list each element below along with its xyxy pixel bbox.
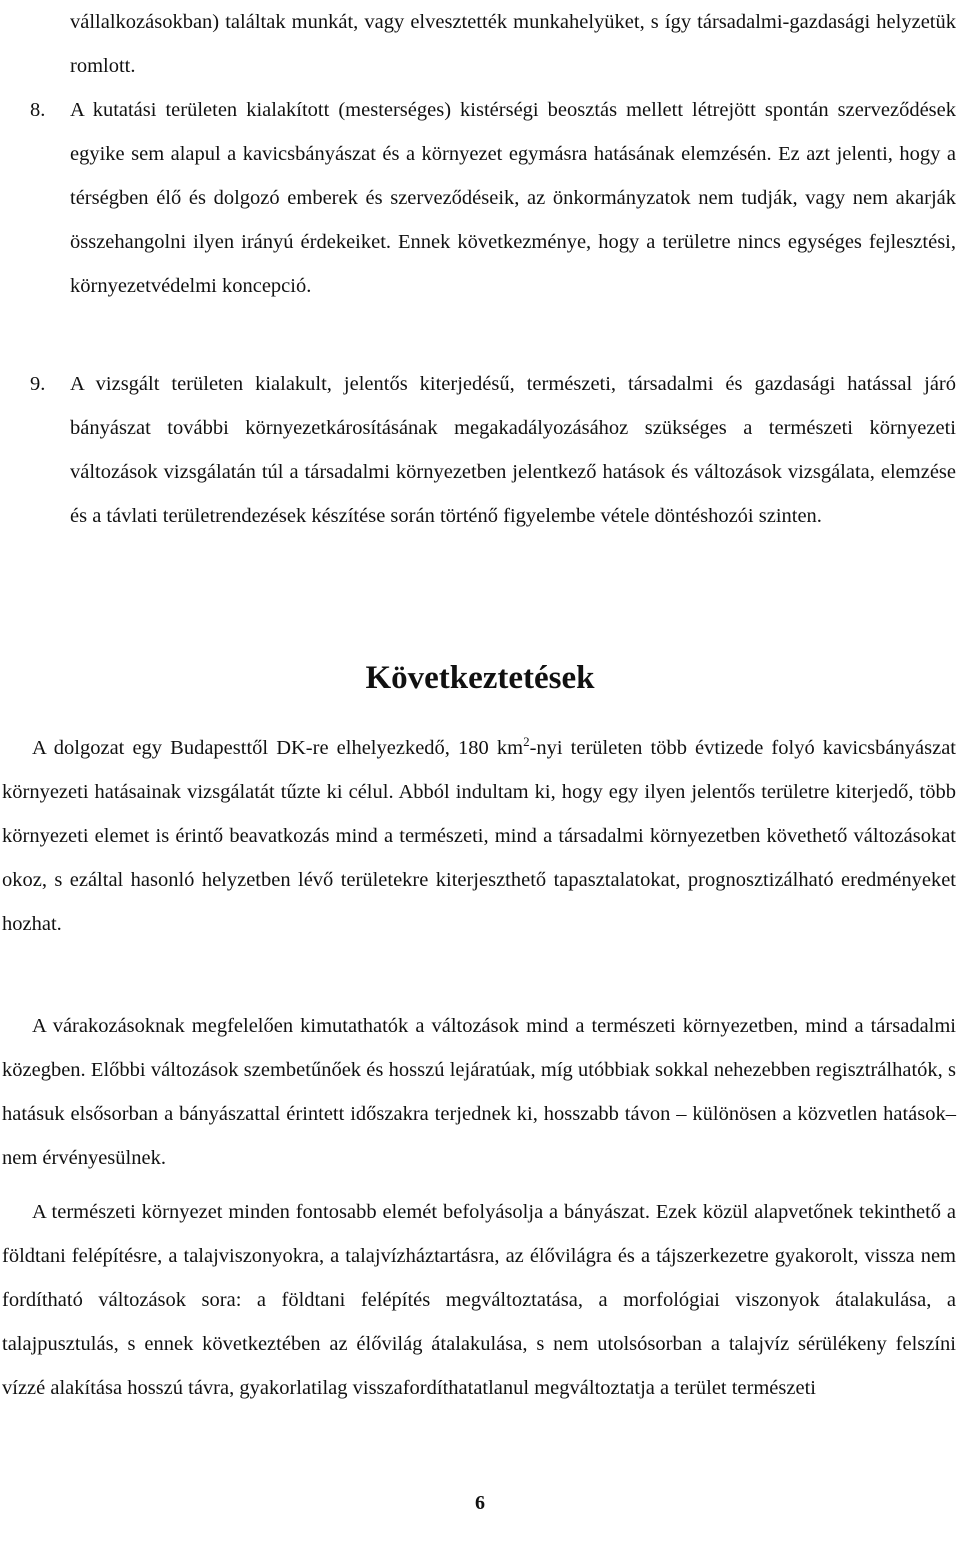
continuation-paragraph: vállalkozásokban) találtak munkát, vagy elvesztették munkahelyüket, s így társadalmi-gazdasági helyzetük romlott.: [70, 11, 956, 77]
section-heading: Következtetések: [365, 660, 595, 696]
list-item-number: 9.: [30, 373, 46, 395]
list-item-9: [30, 362, 956, 538]
list-item-text: A kutatási területen kialakított (mesterséges) kistérségi beosztás mellett létrejött spontán szerveződések egyike sem alapul a kavicsbányászat és a környezet egymásra hatásának elemzésén. Ez azt jelenti, hogy a térségben élő és dolgozó emberek és szerveződéseik, az önkormányzatok nem tudják, vagy nem akarják összehangolni ilyen irányú érdekeiket. Ennek következménye, hogy a területre nincs egységes fejlesztési, környezetvédelmi koncepció.: [70, 99, 956, 297]
body-paragraph-1: [2, 726, 956, 946]
list-item-number: 8.: [30, 99, 46, 121]
superscript: 2: [523, 734, 530, 749]
paragraph-text-part: A dolgozat egy Budapesttől DK-re elhelyezkedő, 180 km: [32, 737, 524, 759]
body-paragraph-3: A természeti környezet minden fontosabb elemét befolyásolja a bányászat. Ezek közül alapvetőnek tekinthető a földtani felépítésre, a talajviszonyokra, a talajvízháztartásra, az élővilágra és a tájszerkezetre gyakorolt, vissza nem fordítható változások sora: a földtani felépítés megváltoztatása, a morfológiai viszonyok átalakulása, a talajpusztulás, s ennek következtében az élővilág átalakulása, s nem utolsósorban a talajvíz sérülékeny felszíni vízzé alakítása hosszú távra, gyakorlatilag visszafordíthatatlanul megváltoztatja a terület természeti: [2, 1201, 956, 1399]
body-paragraph-2: A várakozásoknak megfelelően kimutathatók a változások mind a természeti környezetben, mind a társadalmi közegben. Előbbi változások szembetűnőek és hosszú lejáratúak, míg utóbbiak sokkal nehezebben regisztrálhatók, s hatásuk elsősorban a bányászattal érintett időszakra terjednek ki, hosszabb távon – különösen a közvetlen hatások– nem érvényesülnek.: [2, 1015, 956, 1169]
list-item-text: A vizsgált területen kialakult, jelentős kiterjedésű, természeti, társadalmi és gazdasági hatással járó bányászat további környezetkárosításának megakadályozásához szükséges a természeti környezeti változások vizsgálatán túl a társadalmi környezetben jelentkező hatások és változások vizsgálata, elemzése és a távlati területrendezések készítése során történő figyelembe vétele döntéshozói szinten.: [70, 373, 956, 527]
paragraph-text-part: -nyi területen több évtizede folyó kavicsbányászat környezeti hatásainak vizsgálatát tűzte ki célul. Abból indultam ki, hogy egy ilyen jelentős területre kiterjedő, több környezeti elemet is érintő beavatkozás mind a természeti, mind a társadalmi környezetben követhető változásokat okoz, s ezáltal hasonló helyzetben lévő területekre kiterjeszthető tapasztalatokat, prognosztizálható eredményeket hozhat.: [2, 737, 956, 935]
page-number: 6: [475, 1492, 485, 1514]
list-item-8: [30, 88, 956, 308]
